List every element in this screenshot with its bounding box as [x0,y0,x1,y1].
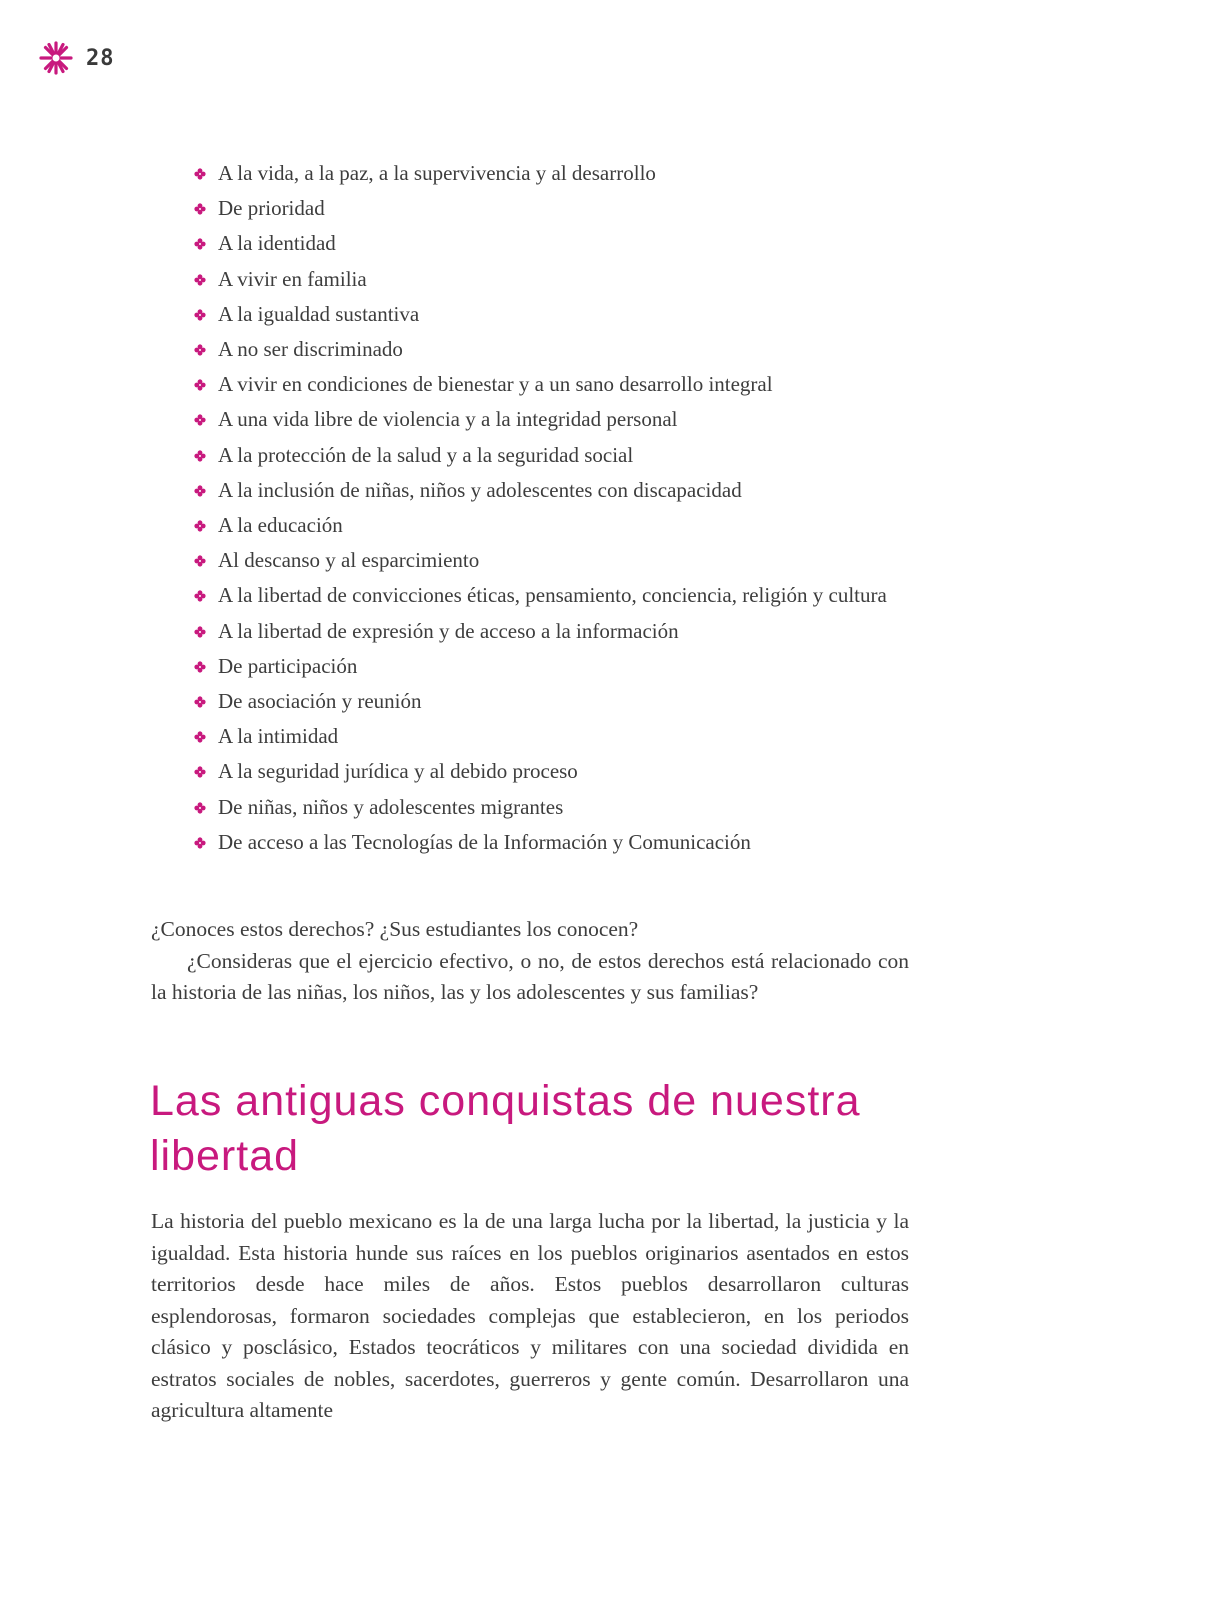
right-item-label: A la libertad de expresión y de acceso a la información [218,618,679,643]
right-item [194,226,914,261]
diamond-bullet-icon [194,168,206,180]
question-line-2: ¿Consideras que el ejercicio efectivo, o no, de estos derechos está relacionado con la historia de las niñas, los niños, las y los adolescentes y sus familias? [151,948,909,1004]
right-item [194,262,914,297]
right-item-label: De asociación y reunión [218,689,422,714]
diamond-bullet-icon [194,520,206,532]
diamond-bullet-icon [194,696,206,708]
right-item-label: A vivir en familia [218,266,367,291]
diamond-bullet-icon [194,344,206,356]
reflection-questions [151,914,909,1009]
diamond-bullet-icon [194,450,206,462]
right-item [194,649,914,684]
right-item [194,191,914,226]
diamond-bullet-icon [194,661,206,673]
diamond-bullet-icon [194,590,206,602]
diamond-bullet-icon [194,731,206,743]
right-item-label: A no ser discriminado [218,337,403,362]
right-item-label: A la inclusión de niñas, niños y adolescentes con discapacidad [218,477,742,502]
right-item [194,825,914,860]
right-item-label: A la identidad [218,231,336,256]
right-item [194,790,914,825]
right-item-label: A la libertad de convicciones éticas, pensamiento, conciencia, religión y cultura [218,583,887,608]
right-item [194,578,914,613]
diamond-bullet-icon [194,274,206,286]
diamond-bullet-icon [194,555,206,567]
diamond-bullet-icon [194,414,206,426]
right-item [194,684,914,719]
right-item [194,297,914,332]
section-heading: Las antiguas conquistas de nuestra libertad [150,1077,861,1180]
rights-list [194,156,914,860]
diamond-bullet-icon [194,203,206,215]
right-item-label: De niñas, niños y adolescentes migrantes [218,794,564,819]
right-item-label: De participación [218,653,358,678]
right-item-label: De acceso a las Tecnologías de la Información y Comunicación [218,829,751,854]
diamond-bullet-icon [194,309,206,321]
right-item [194,367,914,402]
right-item-label: Al descanso y al esparcimiento [218,548,480,573]
right-item-label: A la igualdad sustantiva [218,301,420,326]
right-item [194,508,914,543]
right-item [194,402,914,437]
diamond-bullet-icon [194,485,206,497]
diamond-bullet-icon [194,238,206,250]
right-item [194,754,914,789]
right-item [194,719,914,754]
right-item [194,332,914,367]
diamond-bullet-icon [194,802,206,814]
right-item [194,156,914,191]
right-item-label: A vivir en condiciones de bienestar y a un sano desarrollo integral [218,372,773,397]
diamond-bullet-icon [194,766,206,778]
right-item-label: A la educación [218,513,343,538]
right-item [194,614,914,649]
right-item-label: A la seguridad jurídica y al debido proceso [218,759,578,784]
right-item-label: A la vida, a la paz, a la supervivencia y al desarrollo [218,161,656,185]
asterisk-icon [38,40,74,76]
right-item-label: A la protección de la salud y a la seguridad social [218,442,634,467]
diamond-bullet-icon [194,379,206,391]
page-number: 28 [86,45,115,71]
right-item-label: A la intimidad [218,724,339,749]
page-header [38,40,115,76]
section-paragraph: La historia del pueblo mexicano es la de una larga lucha por la libertad, la justicia y la igualdad. Esta historia hunde sus raíces en los pueblos originarios asentados en estos territorios desde hace miles de años. Estos pueblos desarrollaron culturas esplendorosas, formaron sociedades complejas que establecieron, en los periodos clásico y posclásico, Estados teocráticos y militares con una sociedad dividida en estratos sociales de nobles, sacerdotes, guerreros y gente común. Desarrollaron una agricultura altamente [151,1209,909,1422]
right-item [194,473,914,508]
right-item [194,438,914,473]
right-item [194,543,914,578]
question-line-1: ¿Conoces estos derechos? ¿Sus estudiantes los conocen? [151,917,639,941]
right-item-label: A una vida libre de violencia y a la integridad personal [218,407,678,432]
diamond-bullet-icon [194,837,206,849]
diamond-bullet-icon [194,626,206,638]
right-item-label: De prioridad [218,196,325,221]
